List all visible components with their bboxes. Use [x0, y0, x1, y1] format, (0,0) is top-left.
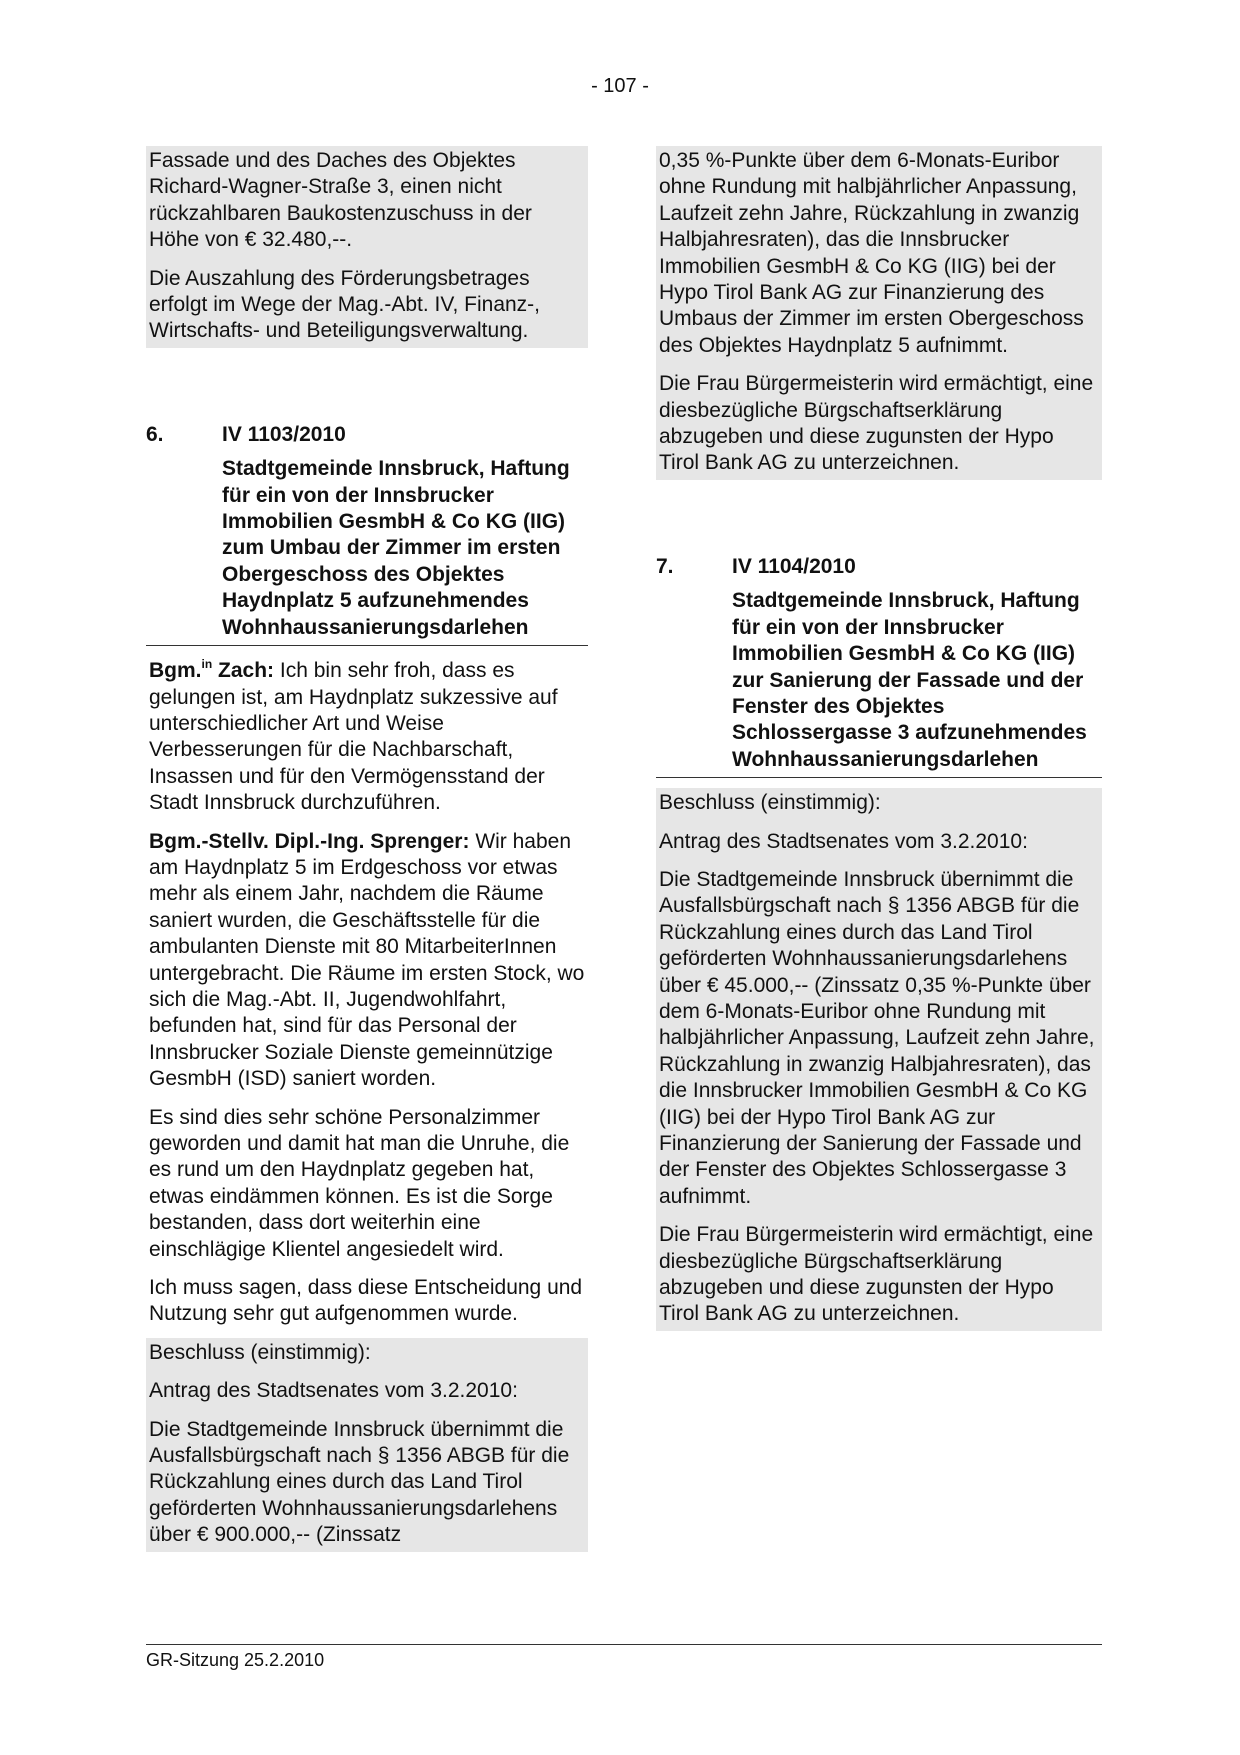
agenda-item-header — [656, 554, 1102, 580]
resolution-text: 0,35 %-Punkte über dem 6-Monats-Euribor ohne Rundung mit halbjährlicher Anpassung, Laufzeit zehn Jahre, Rückzahlung in zwanzig Halbjahresraten), das die Innsbrucker Immobilien GesmbH & Co KG (IIG) bei der Hypo Tirol Bank AG zur Finanzierung des Umbaus der Zimmer im ersten Obergeschoss des Objektes Haydnplatz 5 aufnimmt. — [659, 149, 1084, 357]
speech-paragraph — [149, 829, 588, 1093]
agenda-item-title: Stadtgemeinde Innsbruck, Haftung für ein von der Innsbrucker Immobilien GesmbH & Co KG (IIG) zur Sanierung der Fassade und der Fenster des Objektes Schlossergasse 3 aufzunehmendes Wohnhaussanierungsdarlehen — [732, 589, 1087, 771]
resolution-text: Die Stadtgemeinde Innsbruck übernimmt die Ausfallsbürgschaft nach § 1356 ABGB für die Rückzahlung eines durch das Land Tirol geförderten Wohnhaussanierungsdarlehens über € 45.000,-- (Zinssatz 0,35 %-Punkte über dem 6-Monats-Euribor ohne Rundung mit halbjährlicher Anpassung, Laufzeit zehn Jahre, Rückzahlung in zwanzig Halbjahresraten), das die Innsbrucker Immobilien GesmbH & Co KG (IIG) bei der Hypo Tirol Bank AG zur Finanzierung der Sanierung der Fassade und der Fenster des Objektes Schlossergasse 3 aufnimmt. — [659, 867, 1095, 1208]
resolution-text: Die Frau Bürgermeisterin wird ermächtigt, eine diesbezügliche Bürgschaftserklärung abzugeben und diese zugunsten der Hypo Tirol Bank AG zu unterzeichnen. — [659, 372, 1094, 475]
resolution-box — [146, 1338, 588, 1552]
agenda-item-header — [146, 422, 588, 448]
agenda-item-number: 6. — [146, 422, 164, 446]
speech-paragraph: Ich muss sagen, dass diese Entscheidung und Nutzung sehr gut aufgenommen wurde. — [149, 1276, 583, 1326]
speaker-name: Bgm.$^{in}$ Zach: — [149, 657, 275, 683]
agenda-item-6 — [146, 422, 588, 646]
resolution-motion: Antrag des Stadtsenates vom 3.2.2010: — [659, 829, 1028, 853]
speaker-name: Bgm.-Stellv. Dipl.-Ing. Sprenger: — [149, 829, 470, 853]
agenda-item-7 — [656, 554, 1102, 778]
agenda-item-title: Stadtgemeinde Innsbruck, Haftung für ein von der Innsbrucker Immobilien GesmbH & Co KG (IIG) zum Umbau der Zimmer im ersten Obergeschoss des Objektes Haydnplatz 5 aufzunehmendes Wohnhaussanierungsdarlehen — [222, 457, 570, 639]
speech-text: Ich bin sehr froh, dass es gelungen ist, am Haydnplatz sukzessive auf unterschiedlicher Art und Weise Verbesserungen für die Nachbarschaft, Insassen und für den Vermögensstand der Stadt Innsbruck durchzuführen. — [149, 659, 558, 815]
speech-text: Wir haben am Haydnplatz 5 im Erdgeschoss vor etwas mehr als einem Jahr, nachdem die Räume saniert wurden, die Geschäftsstelle für die ambulanten Dienste mit 80 MitarbeiterInnen untergebracht. Die Räume im ersten Stock, wo sich die Mag.-Abt. II, Jugendwohlfahrt, befunden hat, sind für das Personal der Innsbrucker Soziale Dienste gemeinnützige GesmbH (ISD) saniert worden. — [149, 829, 585, 1091]
agenda-item-code: IV 1104/2010 — [732, 554, 856, 578]
resolution-text: Fassade und des Daches des Objektes Richard-Wagner-Straße 3, einen nicht rückzahlbaren Baukostenzuschuss in der Höhe von € 32.480,--. — [149, 149, 532, 252]
resolution-motion: Antrag des Stadtsenates vom 3.2.2010: — [149, 1379, 518, 1403]
resolution-text: Die Stadtgemeinde Innsbruck übernimmt die Ausfallsbürgschaft nach § 1356 ABGB für die Rückzahlung eines durch das Land Tirol geförderten Wohnhaussanierungsdarlehens über € 900.000,-- (Zinssatz — [149, 1417, 570, 1547]
footer-divider — [146, 1644, 1102, 1645]
resolution-heading: Beschluss (einstimmig): — [149, 1340, 371, 1364]
resolution-text: Die Auszahlung des Förderungsbetrages erfolgt im Wege der Mag.-Abt. IV, Finanz-, Wirtschafts- und Beteiligungsverwaltung. — [149, 266, 541, 343]
resolution-box — [656, 788, 1102, 1331]
footer-session-label: GR-Sitzung 25.2.2010 — [146, 1650, 325, 1670]
resolution-box-continued — [146, 146, 588, 348]
speech-paragraph: Es sind dies sehr schöne Personalzimmer geworden und damit hat man die Unruhe, die es rund um den Haydnplatz gegeben hat, etwas eindämmen können. Es ist die Sorge bestanden, dass dort weiterhin eine einschlägige Klientel angesiedelt wird. — [149, 1105, 570, 1261]
agenda-item-number: 7. — [656, 554, 674, 578]
right-column — [656, 146, 1102, 1331]
resolution-heading: Beschluss (einstimmig): — [659, 791, 881, 815]
agenda-item-code: IV 1103/2010 — [222, 422, 346, 446]
speech-paragraph — [149, 658, 588, 816]
resolution-text: Die Frau Bürgermeisterin wird ermächtigt, eine diesbezügliche Bürgschaftserklärung abzugeben und diese zugunsten der Hypo Tirol Bank AG zu unterzeichnen. — [659, 1223, 1094, 1326]
resolution-box-continued — [656, 146, 1102, 480]
page-number: - 107 - — [591, 75, 649, 97]
left-column — [146, 146, 588, 1552]
